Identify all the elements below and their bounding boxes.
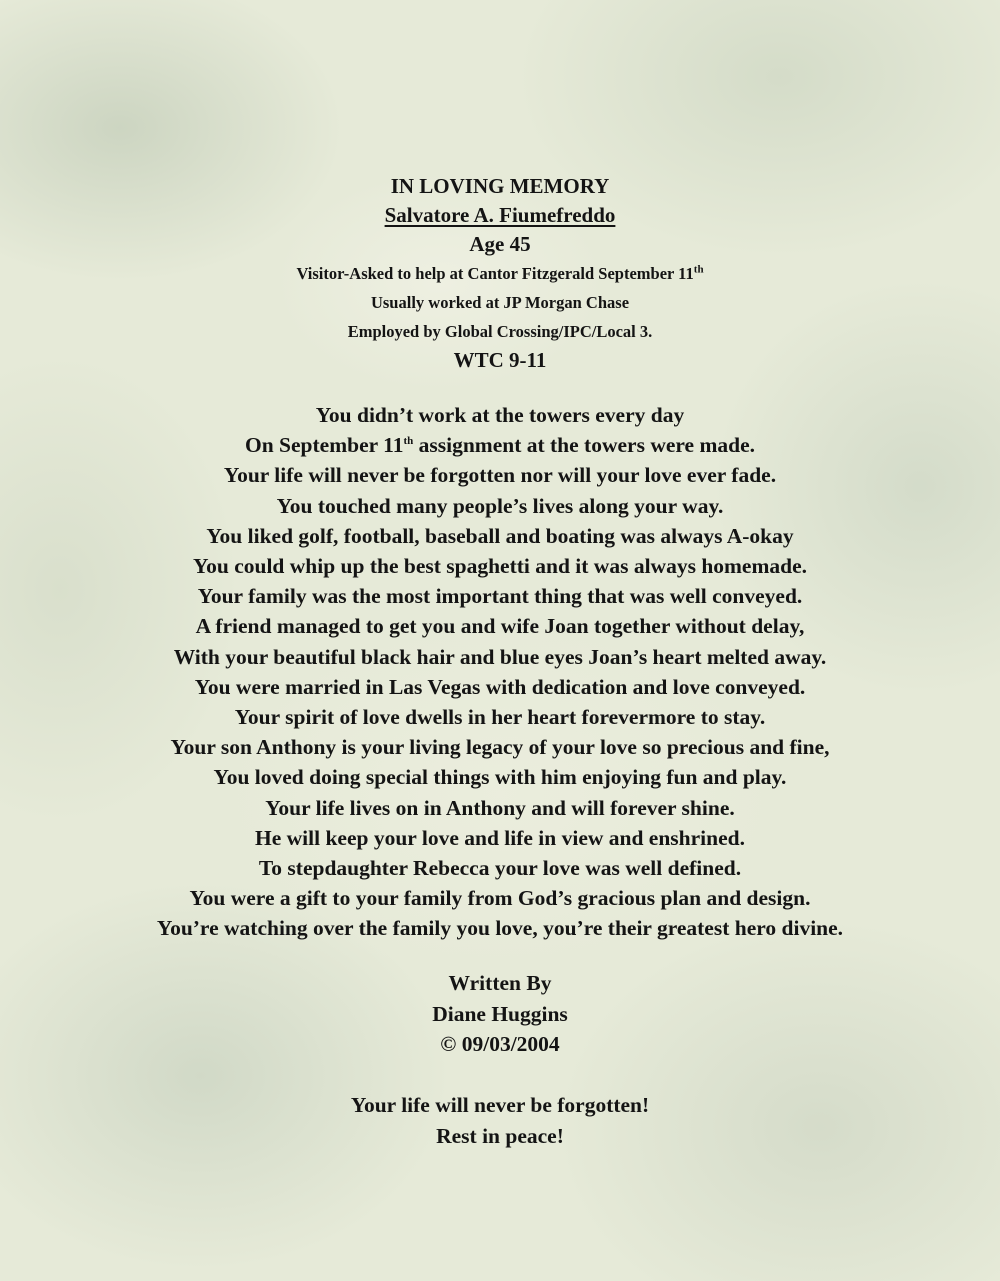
poem-line: Your family was the most important thing that was well conveyed. xyxy=(197,584,803,609)
poem-line xyxy=(0,430,1000,460)
memorial-title: IN LOVING MEMORY xyxy=(390,174,610,198)
author-credits xyxy=(0,968,1000,1060)
poem-line: Your life will never be forgotten nor will your love ever fade. xyxy=(223,463,777,488)
visitor-note-text: Visitor-Asked to help at Cantor Fitzgerald September 11 xyxy=(296,264,694,283)
poem-line-start: On September 11 xyxy=(245,433,404,458)
memorial-header xyxy=(0,172,1000,375)
poem-line: A friend managed to get you and wife Joan together without delay, xyxy=(195,614,805,639)
poem-line: Your son Anthony is your living legacy of your love so precious and fine, xyxy=(170,735,830,760)
closing-line-1: Your life will never be forgotten! xyxy=(350,1093,650,1117)
author-name: Diane Huggins xyxy=(432,1001,568,1026)
visitor-note xyxy=(0,259,1000,288)
poem-line-ordinal: th xyxy=(403,435,414,448)
closing-line-2: Rest in peace! xyxy=(436,1123,564,1148)
poem-line: You’re watching over the family you love, you’re their greatest hero divine. xyxy=(156,916,844,941)
closing-message xyxy=(0,1090,1000,1151)
poem-line: To stepdaughter Rebecca your love was well defined. xyxy=(258,856,742,881)
poem-line: You touched many people’s lives along your way. xyxy=(276,493,724,518)
poem-line: You were a gift to your family from God’s gracious plan and design. xyxy=(189,886,811,911)
poem-line: You liked golf, football, baseball and boating was always A-okay xyxy=(206,523,794,548)
poem-line: Your life lives on in Anthony and will forever shine. xyxy=(265,795,735,820)
poem-line: You could whip up the best spaghetti and it was always homemade. xyxy=(192,554,808,579)
honoree-name: Salvatore A. Fiumefreddo xyxy=(384,203,616,227)
poem-line: You didn’t work at the towers every day xyxy=(315,403,685,427)
poem xyxy=(0,400,1000,944)
poem-line: With your beautiful black hair and blue eyes Joan’s heart melted away. xyxy=(173,644,827,669)
poem-line: He will keep your love and life in view and enshrined. xyxy=(255,825,745,850)
poem-line: You were married in Las Vegas with dedication and love conveyed. xyxy=(194,674,806,699)
employer: Employed by Global Crossing/IPC/Local 3. xyxy=(347,322,653,341)
usual-workplace: Usually worked at JP Morgan Chase xyxy=(370,293,630,312)
honoree-age: Age 45 xyxy=(469,232,531,256)
copyright-date: © 09/03/2004 xyxy=(440,1032,560,1056)
written-by-label: Written By xyxy=(448,971,552,995)
poem-line: You loved doing special things with him enjoying fun and play. xyxy=(213,765,787,790)
visitor-note-ordinal: th xyxy=(693,263,704,276)
poem-line-end: assignment at the towers were made. xyxy=(413,433,755,458)
poem-line: Your spirit of love dwells in her heart forevermore to stay. xyxy=(234,705,766,730)
wtc-date: WTC 9-11 xyxy=(453,348,547,372)
